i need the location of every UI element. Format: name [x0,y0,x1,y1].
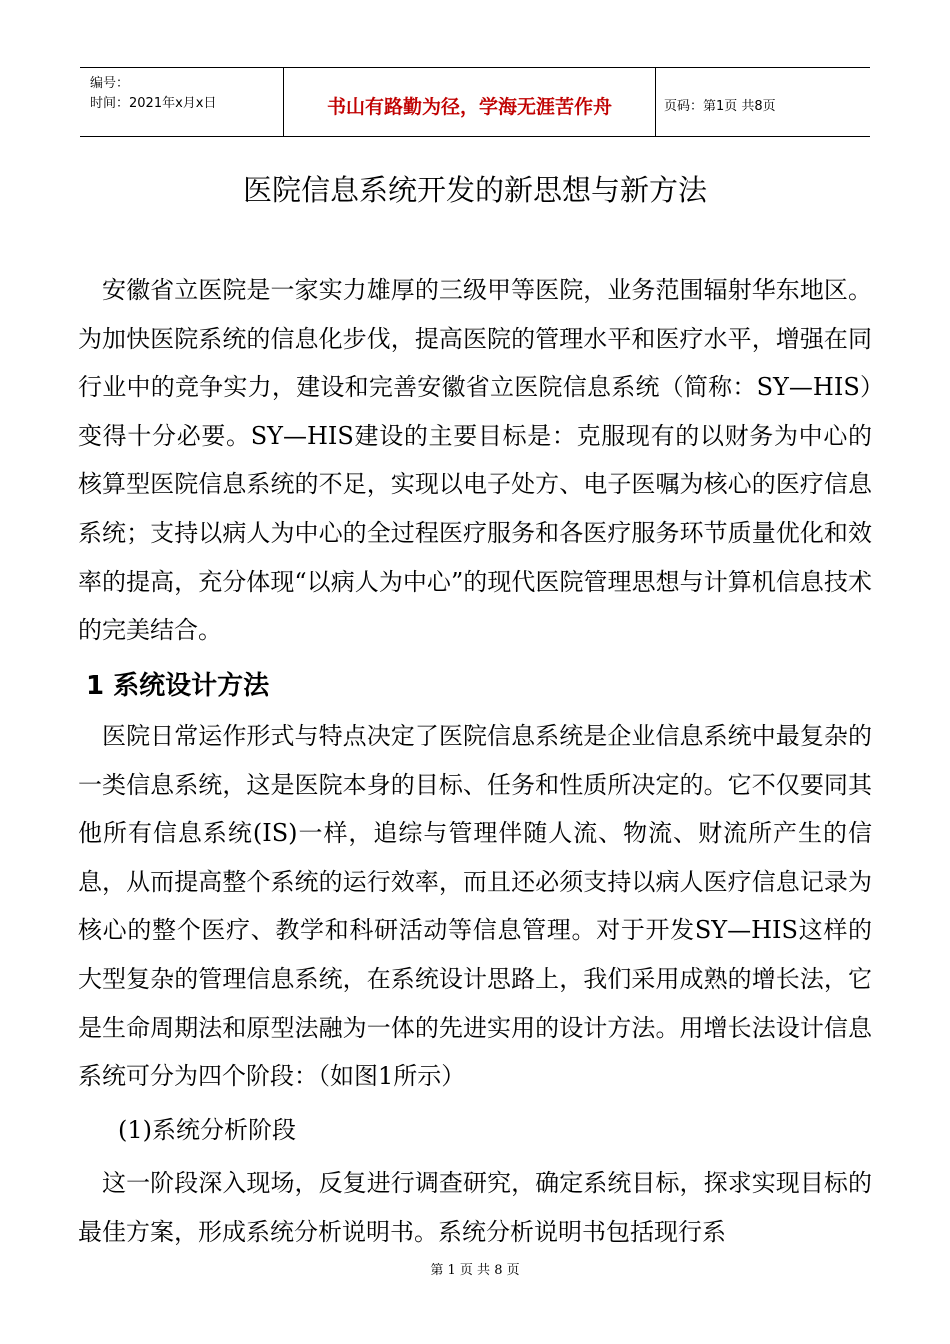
section-heading: 1 系统设计方法 [86,671,270,701]
header-motto-cell [284,68,656,136]
header-info-cell [80,68,284,136]
paragraph-text: 这一阶段深入现场，反复进行调查研究，确定系统目标，探求实现目标的最佳方案，形成系统分析说明书。系统分析说明书包括现行系 [78,1169,872,1246]
header-table [80,67,870,137]
paragraph-text: 医院日常运作形式与特点决定了医院信息系统是企业信息系统中最复杂的一类信息系统，这是医院本身的目标、任务和性质所决定的。它不仅要同其他所有信息系统(IS)一样，追综与管理伴随人流、物流、财流所产生的信息，从而提高整个系统的运行效率，而且还必须支持以病人医疗信息记录为核心的整个医疗、教学和科研活动等信息管理。对于开发SY—HIS这样的大型复杂的管理信息系统，在系统设计思路上，我们采用成熟的增长法，它是生命周期法和原型法融为一体的先进实用的设计方法。用增长法设计信息系统可分为四个阶段：（如图1所示） [78,722,872,1091]
header-page-cell [656,68,870,136]
subheading-analysis-stage: (1)系统分析阶段 [118,1116,296,1144]
time-label: 时间：2021年x月x日 [90,96,217,111]
paragraph-design-method [78,712,872,1101]
document-title: 医院信息系统开发的新思想与新方法 [242,173,707,207]
page-number-label: 页码：第1页 共8页 [664,99,776,114]
header-motto: 书山有路勤为径，学海无涯苦作舟 [326,96,612,118]
page-footer: 第 1 页 共 8 页 [430,1263,520,1278]
paragraph-intro [78,266,872,655]
paragraph-analysis-stage [78,1159,872,1256]
paragraph-text: 安徽省立医院是一家实力雄厚的三级甲等医院，业务范围辐射华东地区。为加快医院系统的信息化步伐，提高医院的管理水平和医疗水平，增强在同行业中的竞争实力，建设和完善安徽省立医院信息系统（简称：SY—HIS）变得十分必要。SY—HIS建设的主要目标是：克服现有的以财务为中心的核算型医院信息系统的不足，实现以电子处方、电子医嘱为核心的医疗信息系统；支持以病人为中心的全过程医疗服务和各医疗服务环节质量优化和效率的提高，充分体现“以病人为中心”的现代医院管理思想与计算机信息技术的完美结合。 [78,276,872,645]
number-label: 编号： [90,76,130,91]
